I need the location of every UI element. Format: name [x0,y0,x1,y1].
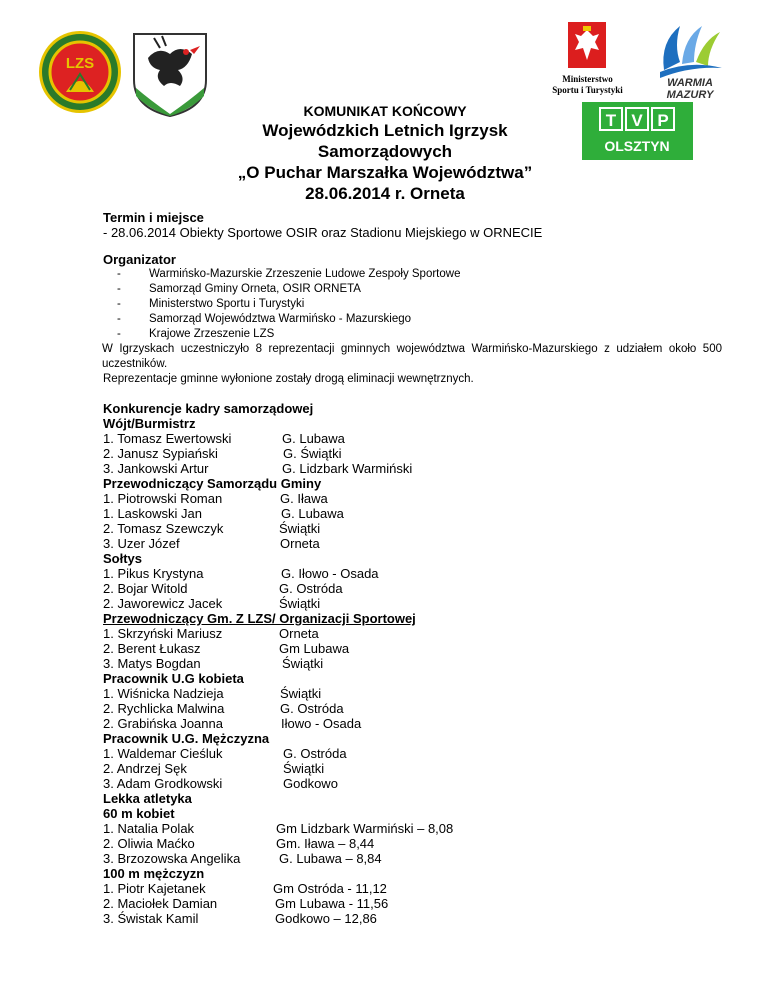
header-title-line3: „O Puchar Marszałka Województwa” [237,163,533,182]
result-row [103,776,723,791]
result-participant-name: 3. Świstak Kamil [103,911,199,926]
document-header [190,103,580,204]
result-club: Orneta [280,536,320,551]
result-row [103,536,723,551]
results-list [103,416,723,926]
results-section-title: Pracownik U.G. Mężczyzna [103,731,270,746]
result-row [103,761,723,776]
result-row [103,521,723,536]
result-participant-name: 2. Oliwia Maćko [103,836,195,851]
result-participant-name: 1. Natalia Polak [103,821,195,836]
results-heading: Konkurencje kadry samorządowej [103,401,314,416]
result-participant-name: 1. Waldemar Cieśluk [103,746,223,761]
result-club: G. Świątki [283,446,342,461]
lzs-logo [38,30,122,114]
result-club: G. Lubawa [281,506,344,521]
result-participant-name: 2. Bojar Witold [103,581,188,596]
result-club: Świątki [280,686,322,701]
header-title-line1: Wojewódzkich Letnich Igrzysk [262,121,508,140]
result-club: Gm Lubawa [279,641,350,656]
result-row [103,881,723,896]
result-participant-name: 2. Jaworewicz Jacek [103,596,223,611]
result-club: Świątki [279,521,321,536]
results-section-title: Przewodniczący Gm. Z LZS/ Organizacji Sportowej [103,611,416,626]
result-row [103,821,723,836]
result-row [103,851,723,866]
result-row [103,701,723,716]
result-club: Orneta [279,626,319,641]
result-club: G. Ostróda [279,581,343,596]
results-section-title: Przewodniczący Samorządu Gminy [103,476,322,491]
result-participant-name: 2. Maciołek Damian [103,896,218,911]
warmia-logo-line2: MAZURY [666,89,714,100]
result-row [103,746,723,761]
result-row [103,911,723,926]
result-club: Gm Lidzbark Warmiński – 8,08 [276,821,454,836]
result-participant-name: 1. Piotrowski Roman [103,491,223,506]
result-club: Iłowo - Osada [281,716,362,731]
result-participant-name: 2. Berent Łukasz [103,641,201,656]
result-participant-name: 1. Laskowski Jan [103,506,202,521]
svg-text:T: T [605,111,617,130]
result-row [103,491,723,506]
result-club: Świątki [282,656,324,671]
result-participant-name: 1. Piotr Kajetanek [103,881,206,896]
result-row [103,596,723,611]
tvp-city-text: OLSZTYN [604,138,670,154]
svg-text:V: V [631,111,643,130]
organizator-paragraph-elimination: Reprezentacje gminne wyłonione zostały drogą eliminacji wewnętrznych. [103,373,474,385]
results-section-title: 100 m mężczyzn [103,866,205,881]
result-row [103,446,723,461]
result-row [103,461,723,476]
result-row [103,716,723,731]
result-row [103,566,723,581]
result-participant-name: 1. Pikus Krystyna [103,566,204,581]
organizator-heading: Organizator [103,252,176,267]
result-club: G. Ostróda [280,701,344,716]
result-participant-name: 3. Brzozowska Angelika [103,851,241,866]
result-row [103,896,723,911]
organizator-item: - Samorząd Województwa Warmińsko - Mazurskiego [117,313,412,325]
result-participant-name: 2. Janusz Sypiański [103,446,218,461]
result-participant-name: 1. Tomasz Ewertowski [103,431,232,446]
result-club: Gm Lubawa - 11,56 [275,896,389,911]
result-club: G. Lubawa – 8,84 [279,851,382,866]
result-participant-name: 2. Rychlicka Malwina [103,701,225,716]
result-participant-name: 2. Andrzej Sęk [103,761,187,776]
result-participant-name: 3. Uzer Józef [103,536,180,551]
result-participant-name: 2. Grabińska Joanna [103,716,223,731]
result-club: G. Ostróda [283,746,347,761]
header-title-line2: Samorządowych [317,142,453,161]
result-participant-name: 1. Wiśnicka Nadzieja [103,686,224,701]
result-club: Gm. Iława – 8,44 [276,836,375,851]
ministry-name-line1: Ministerstwo [562,74,613,84]
result-club: Świątki [279,596,321,611]
result-participant-name: 2. Tomasz Szewczyk [103,521,224,536]
svg-text:P: P [657,111,669,130]
organizator-item: - Samorząd Gminy Orneta, OSIR ORNETA [117,283,361,295]
lzs-logo-text: LZS [65,55,95,72]
results-section-title: Pracownik U.G kobieta [103,671,244,686]
result-club: Godkowo – 12,86 [275,911,377,926]
organizator-paragraph-participants: W Igrzyskach uczestniczyło 8 reprezentacji gminnych województwa Warmińsko-Mazurskiego z udziałem około 500 uczestników. [102,343,722,370]
organizator-item: - Krajowe Zrzeszenie LZS [117,328,275,340]
results-section-title: Sołtys [103,551,143,566]
termin-text: - 28.06.2014 Obiekty Sportowe OSIR oraz Stadionu Miejskiego w ORNECIE [103,225,543,240]
ministry-name-line2: Sportu i Turystyki [552,85,623,95]
result-club: G. Iłowo - Osada [281,566,379,581]
result-row [103,581,723,596]
document-body [103,210,723,926]
result-club: G. Iława [280,491,328,506]
result-club: G. Lubawa [282,431,345,446]
result-participant-name: 1. Skrzyński Mariusz [103,626,223,641]
result-club: G. Lidzbark Warmiński [282,461,413,476]
result-row [103,431,723,446]
result-participant-name: 3. Adam Grodkowski [103,776,223,791]
header-date-place: 28.06.2014 r. Orneta [305,184,465,203]
results-section-title: 60 m kobiet [103,806,175,821]
result-row [103,641,723,656]
result-row [103,656,723,671]
result-row [103,506,723,521]
organizator-item: - Ministerstwo Sportu i Turystyki [117,298,305,310]
results-section-title: Wójt/Burmistrz [103,416,196,431]
results-section-title: Lekka atletyka [103,791,192,806]
result-row [103,686,723,701]
result-club: Godkowo [283,776,338,791]
ministry-logo [545,20,630,100]
result-participant-name: 3. Matys Bogdan [103,656,201,671]
header-announcement: KOMUNIKAT KOŃCOWY [303,103,467,119]
organizator-item: - Warmińsko-Mazurskie Zrzeszenie Ludowe Zespoły Sportowe [117,268,461,280]
result-participant-name: 3. Jankowski Artur [103,461,209,476]
termin-heading: Termin i miejsce [103,210,204,225]
result-row [103,626,723,641]
tvp-olsztyn-logo [582,102,693,160]
result-club: Gm Ostróda - 11,12 [273,881,387,896]
result-club: Świątki [283,761,325,776]
result-row [103,836,723,851]
warmia-logo-line1: WARMIA [667,77,713,89]
warmia-mazury-logo [650,22,730,100]
